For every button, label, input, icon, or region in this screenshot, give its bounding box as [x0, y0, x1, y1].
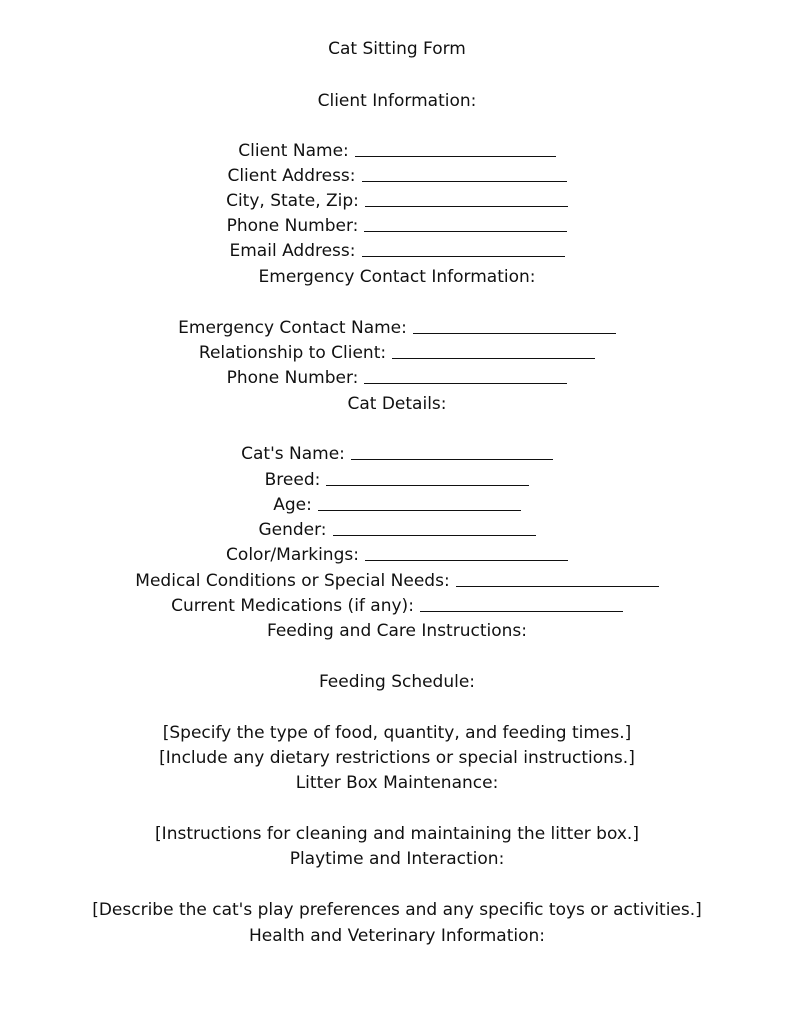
color-markings-label: Color/Markings:	[226, 545, 359, 565]
client-address-label: Client Address:	[227, 166, 356, 186]
relationship-to-client-blank	[392, 357, 595, 359]
medical-conditions-field	[0, 570, 794, 592]
emergency-contact-heading: Emergency Contact Information:	[258, 267, 536, 287]
city-state-zip-field	[0, 190, 794, 212]
relationship-to-client-field	[0, 342, 794, 364]
cat-name-field	[0, 443, 794, 465]
feeding-care-heading: Feeding and Care Instructions:	[267, 621, 527, 641]
gender-field	[0, 519, 794, 541]
relationship-to-client-label: Relationship to Client:	[198, 343, 387, 363]
email-address-field	[0, 240, 794, 262]
client-phone-label: Phone Number:	[226, 216, 359, 236]
current-medications-field	[0, 595, 794, 617]
email-address-blank	[362, 255, 565, 257]
age-blank	[318, 509, 521, 511]
cat-name-label: Cat's Name:	[241, 444, 345, 464]
playtime-heading: Playtime and Interaction:	[289, 849, 505, 869]
client-information-heading: Client Information:	[317, 91, 477, 111]
medical-conditions-blank	[456, 585, 659, 587]
client-name-field	[0, 140, 794, 162]
client-phone-blank	[364, 230, 567, 232]
city-state-zip-blank	[365, 205, 568, 207]
email-address-label: Email Address:	[229, 241, 356, 261]
age-field	[0, 494, 794, 516]
gender-blank	[333, 534, 536, 536]
emergency-contact-name-blank	[413, 332, 616, 334]
client-phone-field	[0, 215, 794, 237]
emergency-contact-name-label: Emergency Contact Name:	[178, 318, 407, 338]
gender-label: Gender:	[258, 520, 327, 540]
client-address-blank	[362, 180, 567, 182]
emergency-contact-name-field	[0, 317, 794, 339]
client-address-field	[0, 165, 794, 187]
form-title: Cat Sitting Form	[328, 39, 466, 59]
feeding-restrictions-instruction: [Include any dietary restrictions or special instructions.]	[159, 748, 635, 768]
current-medications-blank	[420, 610, 623, 612]
medical-conditions-label: Medical Conditions or Special Needs:	[135, 571, 450, 591]
client-name-blank	[355, 155, 556, 157]
breed-blank	[326, 484, 529, 486]
color-markings-blank	[365, 559, 568, 561]
cat-details-heading: Cat Details:	[347, 394, 447, 414]
color-markings-field	[0, 544, 794, 566]
cat-name-blank	[351, 458, 553, 460]
emergency-phone-blank	[364, 382, 567, 384]
emergency-phone-field	[0, 367, 794, 389]
breed-label: Breed:	[264, 470, 321, 490]
litter-box-heading: Litter Box Maintenance:	[295, 773, 499, 793]
age-label: Age:	[273, 495, 312, 515]
feeding-schedule-heading: Feeding Schedule:	[318, 672, 476, 692]
emergency-phone-label: Phone Number:	[226, 368, 359, 388]
feeding-food-instruction: [Specify the type of food, quantity, and feeding times.]	[162, 723, 632, 743]
litter-box-instruction: [Instructions for cleaning and maintaining the litter box.]	[155, 824, 639, 844]
client-name-label: Client Name:	[238, 141, 349, 161]
playtime-instruction: [Describe the cat's play preferences and any specific toys or activities.]	[92, 900, 702, 920]
city-state-zip-label: City, State, Zip:	[226, 191, 359, 211]
current-medications-label: Current Medications (if any):	[171, 596, 414, 616]
breed-field	[0, 469, 794, 491]
health-veterinary-heading: Health and Veterinary Information:	[249, 926, 545, 946]
